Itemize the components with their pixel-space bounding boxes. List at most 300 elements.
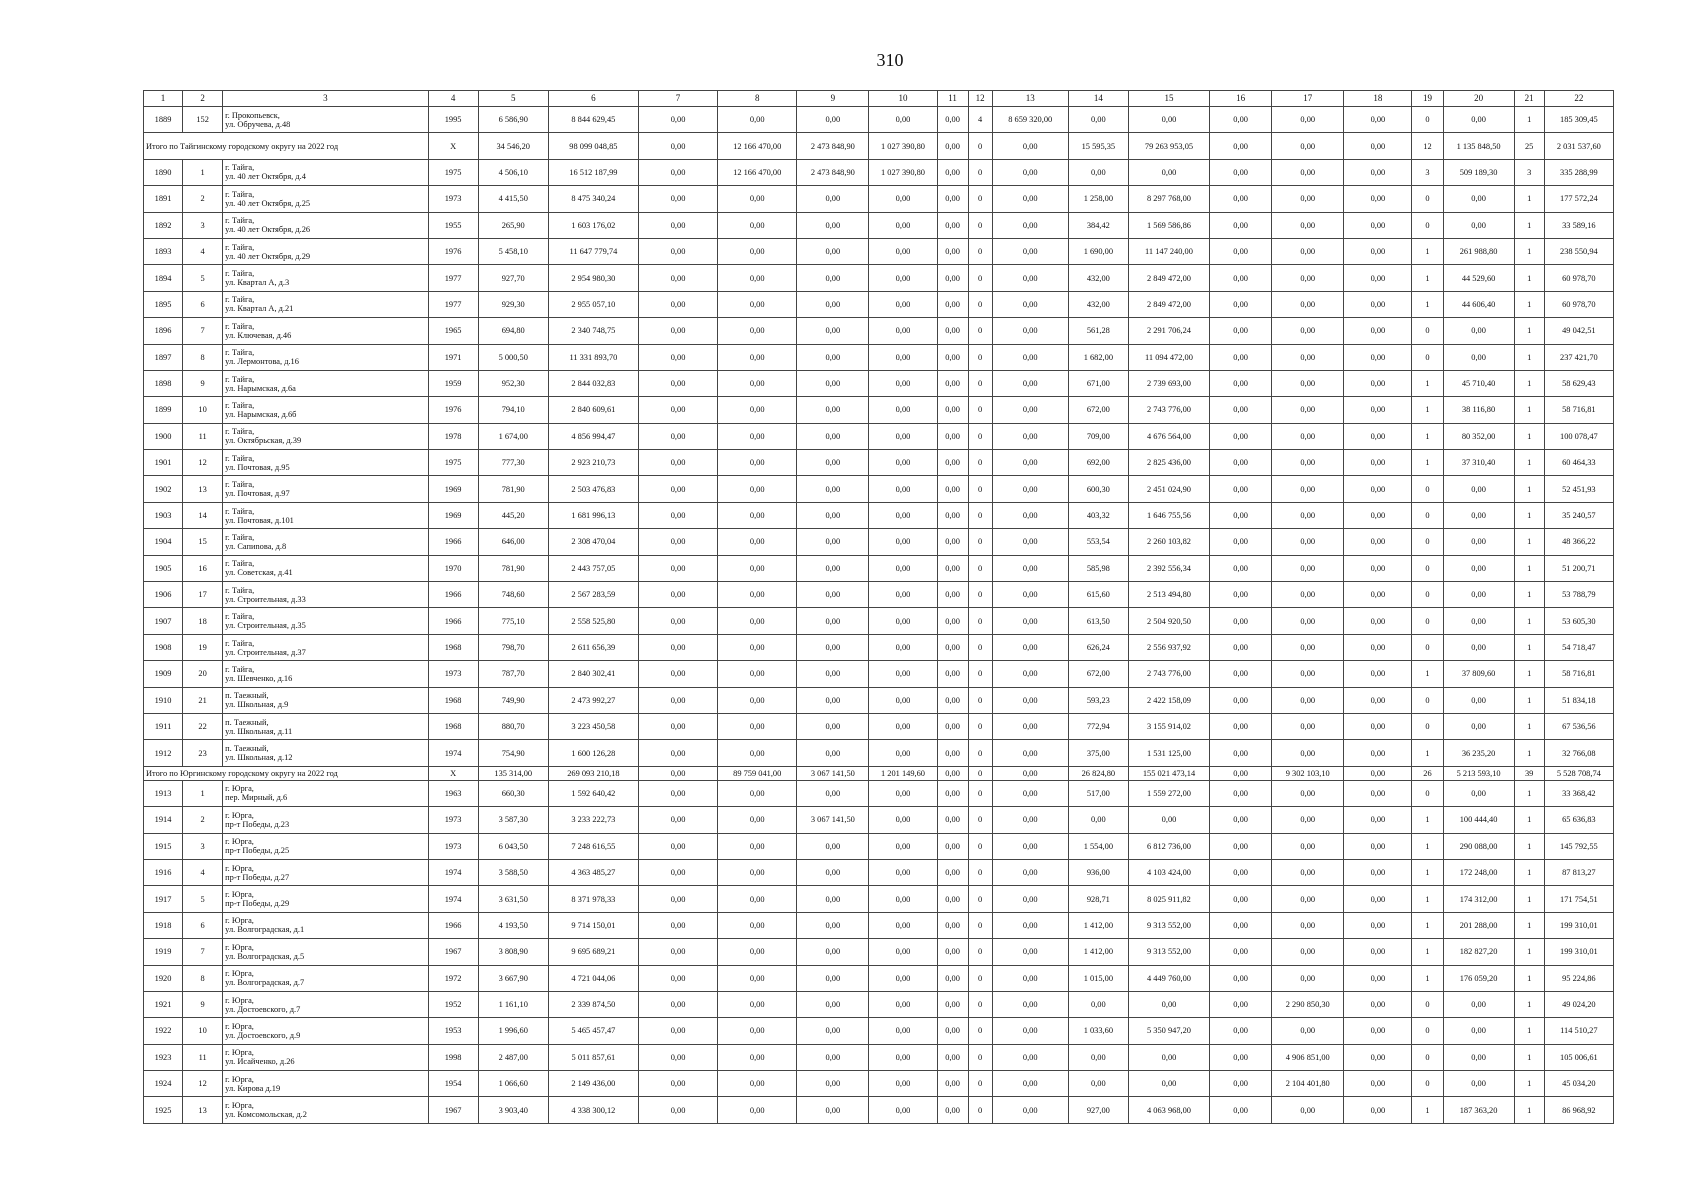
table-cell: 0,00 — [937, 766, 968, 780]
table-cell: 0,00 — [1210, 186, 1272, 212]
table-cell: 0,00 — [869, 859, 937, 885]
table-cell: 18 — [183, 608, 223, 634]
table-cell: 1972 — [428, 965, 478, 991]
table-cell: 445,20 — [478, 502, 548, 528]
table-cell: 0,00 — [992, 344, 1068, 370]
table-cell: 0,00 — [1344, 582, 1412, 608]
table-cell: 0 — [968, 502, 992, 528]
table-cell: 4 415,50 — [478, 186, 548, 212]
table-cell: 0,00 — [992, 238, 1068, 264]
table-cell: 1919 — [144, 939, 183, 965]
table-cell: 0,00 — [1443, 1018, 1514, 1044]
table-cell: 749,90 — [478, 687, 548, 713]
table-cell: 89 759 041,00 — [718, 766, 797, 780]
table-cell: 4 — [183, 238, 223, 264]
table-cell: 0,00 — [797, 107, 869, 133]
table-cell: 0 — [1412, 713, 1443, 739]
table-cell: 1 569 586,86 — [1128, 212, 1209, 238]
table-row — [144, 859, 1614, 885]
table-cell: 105 006,61 — [1544, 1044, 1613, 1070]
table-cell: 0,00 — [1068, 159, 1128, 185]
table-cell: 787,70 — [478, 661, 548, 687]
table-cell: 1 — [1514, 238, 1544, 264]
table-cell: 0 — [968, 133, 992, 159]
table-cell: 1925 — [144, 1097, 183, 1123]
table-cell: 0,00 — [937, 912, 968, 938]
table-cell: 0,00 — [638, 1071, 717, 1097]
table-cell: 4 721 044,06 — [548, 965, 638, 991]
table-cell: г. Юрга, пр-т Победы, д.25 — [223, 833, 428, 859]
table-cell: 0,00 — [937, 502, 968, 528]
table-cell: 2 513 494,80 — [1128, 582, 1209, 608]
table-cell: 21 — [183, 687, 223, 713]
table-cell: 1995 — [428, 107, 478, 133]
table-cell: 0,00 — [718, 1097, 797, 1123]
table-cell: 0,00 — [1344, 661, 1412, 687]
table-cell: 1 — [1412, 1097, 1443, 1123]
table-cell: 509 189,30 — [1443, 159, 1514, 185]
table-cell: 53 788,79 — [1544, 582, 1613, 608]
table-cell: 0,00 — [992, 833, 1068, 859]
table-cell: 0,00 — [1344, 1097, 1412, 1123]
table-cell: 0,00 — [1210, 476, 1272, 502]
table-cell: 1 996,60 — [478, 1018, 548, 1044]
table-cell: 936,00 — [1068, 859, 1128, 885]
table-cell: г. Юрга, ул. Волгоградская, д.7 — [223, 965, 428, 991]
table-cell: 0,00 — [1210, 370, 1272, 396]
table-cell: 37 310,40 — [1443, 450, 1514, 476]
table-cell: 0,00 — [1272, 807, 1344, 833]
table-cell: 2 849 472,00 — [1128, 291, 1209, 317]
table-cell: 1 066,60 — [478, 1071, 548, 1097]
table-cell: 7 248 616,55 — [548, 833, 638, 859]
table-cell: 8 297 768,00 — [1128, 186, 1209, 212]
table-cell: 11 — [183, 1044, 223, 1070]
table-cell: 8 — [183, 344, 223, 370]
table-cell: 48 366,22 — [1544, 529, 1613, 555]
table-row — [144, 1097, 1614, 1123]
table-cell: 626,24 — [1068, 634, 1128, 660]
table-cell: 0,00 — [992, 529, 1068, 555]
table-cell: 1916 — [144, 859, 183, 885]
table-cell: 1 — [183, 780, 223, 806]
table-cell: 1 — [1514, 555, 1544, 581]
table-cell: 1955 — [428, 212, 478, 238]
table-cell: 517,00 — [1068, 780, 1128, 806]
table-cell: 4 363 485,27 — [548, 859, 638, 885]
table-cell: 1912 — [144, 740, 183, 766]
table-cell: г. Юрга, ул. Достоевского, д.9 — [223, 1018, 428, 1044]
table-cell: 1 027 390,80 — [869, 159, 937, 185]
table-cell: 0,00 — [1210, 265, 1272, 291]
table-cell: 23 — [183, 740, 223, 766]
table-cell: 44 606,40 — [1443, 291, 1514, 317]
table-cell: 171 754,51 — [1544, 886, 1613, 912]
table-cell: 1902 — [144, 476, 183, 502]
table-cell: 1 681 996,13 — [548, 502, 638, 528]
table-row — [144, 1018, 1614, 1044]
table-cell: 0,00 — [718, 740, 797, 766]
table-cell: 0 — [968, 780, 992, 806]
table-row — [144, 212, 1614, 238]
table-cell: 0,00 — [1344, 265, 1412, 291]
table-cell: 0,00 — [937, 318, 968, 344]
table-cell: 0 — [968, 186, 992, 212]
table-cell: 403,32 — [1068, 502, 1128, 528]
table-cell: 87 813,27 — [1544, 859, 1613, 885]
table-cell: 1966 — [428, 582, 478, 608]
table-cell: 0,00 — [797, 529, 869, 555]
table-cell: 33 589,16 — [1544, 212, 1613, 238]
table-cell: 60 978,70 — [1544, 265, 1613, 291]
table-cell: 2 743 776,00 — [1128, 661, 1209, 687]
table-cell: 1917 — [144, 886, 183, 912]
table-cell: 0,00 — [638, 555, 717, 581]
table-cell: 1968 — [428, 713, 478, 739]
table-cell: г. Тайга, ул. Октябрьская, д.39 — [223, 423, 428, 449]
table-cell: 0,00 — [992, 1018, 1068, 1044]
table-cell: 0,00 — [797, 886, 869, 912]
table-row — [144, 238, 1614, 264]
table-cell: 1915 — [144, 833, 183, 859]
table-cell: 0,00 — [797, 661, 869, 687]
table-cell: 12 166 470,00 — [718, 133, 797, 159]
table-cell: 0,00 — [869, 634, 937, 660]
table-cell: 0,00 — [1443, 186, 1514, 212]
table-cell: 0,00 — [718, 582, 797, 608]
table-cell: 1 258,00 — [1068, 186, 1128, 212]
table-cell: 0 — [968, 1044, 992, 1070]
table-cell: 0,00 — [1210, 1018, 1272, 1044]
table-cell: 0,00 — [1210, 780, 1272, 806]
table-cell: 4 506,10 — [478, 159, 548, 185]
table-cell: 0,00 — [1272, 397, 1344, 423]
table-cell: 2 504 920,50 — [1128, 608, 1209, 634]
table-cell: 0,00 — [638, 886, 717, 912]
table-cell: 0,00 — [638, 965, 717, 991]
table-cell: 1973 — [428, 807, 478, 833]
table-cell: 1 — [1514, 833, 1544, 859]
table-cell: 0,00 — [1344, 159, 1412, 185]
column-header: 2 — [183, 91, 223, 107]
table-cell: 0,00 — [1272, 912, 1344, 938]
table-row — [144, 608, 1614, 634]
table-cell: 0,00 — [992, 370, 1068, 396]
table-cell: г. Прокопьевск, ул. Обручева, д.48 — [223, 107, 428, 133]
table-cell: 0,00 — [937, 1071, 968, 1097]
table-cell: 929,30 — [478, 291, 548, 317]
table-cell: 0 — [1412, 1044, 1443, 1070]
table-cell: 0,00 — [869, 318, 937, 344]
table-cell: 6 586,90 — [478, 107, 548, 133]
table-cell: 1 — [1412, 912, 1443, 938]
table-cell: 4 — [968, 107, 992, 133]
table-cell: 37 809,60 — [1443, 661, 1514, 687]
table-cell: 0,00 — [869, 370, 937, 396]
table-cell: 1 — [1514, 291, 1544, 317]
table-cell: 1890 — [144, 159, 183, 185]
table-cell: 5 465 457,47 — [548, 1018, 638, 1044]
table-cell: 49 042,51 — [1544, 318, 1613, 344]
table-cell: 2 739 693,00 — [1128, 370, 1209, 396]
table-cell: 34 546,20 — [478, 133, 548, 159]
table-cell: 0 — [1412, 991, 1443, 1017]
table-cell: 0,00 — [718, 939, 797, 965]
table-cell: 0,00 — [797, 502, 869, 528]
table-cell: 335 288,99 — [1544, 159, 1613, 185]
table-cell: 672,00 — [1068, 397, 1128, 423]
table-cell: 187 363,20 — [1443, 1097, 1514, 1123]
table-cell: 5 458,10 — [478, 238, 548, 264]
table-row — [144, 807, 1614, 833]
table-cell: 0,00 — [797, 1044, 869, 1070]
table-cell: 3 808,90 — [478, 939, 548, 965]
table-cell: 0,00 — [1344, 502, 1412, 528]
table-cell: 0 — [968, 833, 992, 859]
table-cell: 0,00 — [718, 423, 797, 449]
table-cell: 0,00 — [1210, 159, 1272, 185]
table-cell: 748,60 — [478, 582, 548, 608]
table-cell: 0,00 — [992, 133, 1068, 159]
table-cell: 1 135 848,50 — [1443, 133, 1514, 159]
table-cell: 2 443 757,05 — [548, 555, 638, 581]
table-cell: 14 — [183, 502, 223, 528]
table-cell: 0,00 — [1272, 291, 1344, 317]
column-header: 15 — [1128, 91, 1209, 107]
table-cell: 1 — [1514, 965, 1544, 991]
table-cell: 0,00 — [1210, 423, 1272, 449]
table-cell: 0,00 — [718, 661, 797, 687]
table-cell: 3 903,40 — [478, 1097, 548, 1123]
table-cell: 0,00 — [992, 965, 1068, 991]
table-cell: 0,00 — [1068, 1071, 1128, 1097]
table-cell: 0,00 — [1344, 886, 1412, 912]
table-cell: 0,00 — [869, 476, 937, 502]
table-cell: 199 310,01 — [1544, 912, 1613, 938]
table-cell: 0,00 — [638, 740, 717, 766]
column-header: 9 — [797, 91, 869, 107]
table-cell: 1970 — [428, 555, 478, 581]
table-cell: 781,90 — [478, 476, 548, 502]
table-cell: 1 — [1514, 450, 1544, 476]
table-cell: 692,00 — [1068, 450, 1128, 476]
table-cell: 0 — [1412, 529, 1443, 555]
table-cell: 798,70 — [478, 634, 548, 660]
table-cell: 0,00 — [638, 133, 717, 159]
table-cell: X — [428, 766, 478, 780]
column-header: 14 — [1068, 91, 1128, 107]
table-cell: 17 — [183, 582, 223, 608]
table-cell: 0,00 — [1344, 1018, 1412, 1044]
table-cell: 58 629,43 — [1544, 370, 1613, 396]
table-cell: 3 233 222,73 — [548, 807, 638, 833]
table-row — [144, 912, 1614, 938]
table-row — [144, 450, 1614, 476]
table-cell: 1 — [1412, 661, 1443, 687]
table-cell: 2 290 850,30 — [1272, 991, 1344, 1017]
table-cell: 0,00 — [797, 713, 869, 739]
table-cell: 0,00 — [638, 766, 717, 780]
table-cell: 1967 — [428, 939, 478, 965]
table-cell: 1975 — [428, 159, 478, 185]
subtotal-label: Итого по Юргинскому городскому округу на 2022 год — [144, 766, 429, 780]
table-cell: 0,00 — [869, 912, 937, 938]
table-cell: 0,00 — [638, 502, 717, 528]
table-cell: 0 — [968, 608, 992, 634]
table-cell: 0,00 — [1272, 212, 1344, 238]
table-cell: 11 094 472,00 — [1128, 344, 1209, 370]
table-cell: 0,00 — [869, 502, 937, 528]
table-cell: 0,00 — [1272, 502, 1344, 528]
table-cell: 0,00 — [937, 450, 968, 476]
table-cell: 0,00 — [1128, 159, 1209, 185]
table-cell: 1 — [1412, 265, 1443, 291]
table-cell: 0,00 — [797, 965, 869, 991]
table-cell: 4 449 760,00 — [1128, 965, 1209, 991]
table-row — [144, 582, 1614, 608]
table-cell: 1966 — [428, 608, 478, 634]
table-cell: 1 — [1514, 370, 1544, 396]
table-cell: г. Юрга, ул. Волгоградская, д.1 — [223, 912, 428, 938]
table-cell: 26 — [1412, 766, 1443, 780]
table-cell: 0,00 — [797, 740, 869, 766]
table-cell: 1976 — [428, 397, 478, 423]
table-cell: 0,00 — [937, 265, 968, 291]
table-cell: 8 659 320,00 — [992, 107, 1068, 133]
table-cell: 0,00 — [1344, 912, 1412, 938]
table-cell: 2 031 537,60 — [1544, 133, 1613, 159]
table-cell: 182 827,20 — [1443, 939, 1514, 965]
table-cell: 51 200,71 — [1544, 555, 1613, 581]
table-cell: 0,00 — [718, 713, 797, 739]
table-cell: 0,00 — [869, 397, 937, 423]
table-cell: 0,00 — [638, 859, 717, 885]
table-cell: 0,00 — [992, 476, 1068, 502]
table-cell: 0 — [968, 1097, 992, 1123]
table-cell: 0,00 — [992, 582, 1068, 608]
table-cell: 10 — [183, 1018, 223, 1044]
table-row — [144, 370, 1614, 396]
table-cell: 1 — [1514, 265, 1544, 291]
table-cell: 0 — [968, 991, 992, 1017]
table-cell: 0,00 — [638, 780, 717, 806]
table-cell: 52 451,93 — [1544, 476, 1613, 502]
table-cell: 0,00 — [937, 807, 968, 833]
table-cell: 1894 — [144, 265, 183, 291]
table-cell: 1 — [1412, 238, 1443, 264]
table-cell: 0,00 — [797, 939, 869, 965]
table-cell: 0,00 — [992, 318, 1068, 344]
table-row — [144, 107, 1614, 133]
table-cell: 0 — [1412, 318, 1443, 344]
table-cell: 1 — [1412, 886, 1443, 912]
table-cell: 0,00 — [992, 807, 1068, 833]
table-cell: 0,00 — [1068, 107, 1128, 133]
table-cell: 2 308 470,04 — [548, 529, 638, 555]
table-cell: 1 — [1514, 634, 1544, 660]
table-cell: 0,00 — [1443, 212, 1514, 238]
table-cell: 11 647 779,74 — [548, 238, 638, 264]
table-cell: 2 — [183, 807, 223, 833]
table-cell: 0,00 — [718, 186, 797, 212]
table-cell: 1954 — [428, 1071, 478, 1097]
table-cell: 1 — [1514, 423, 1544, 449]
table-cell: 1921 — [144, 991, 183, 1017]
table-cell: 100 444,40 — [1443, 807, 1514, 833]
table-cell: 1952 — [428, 991, 478, 1017]
table-cell: 0 — [1412, 634, 1443, 660]
table-cell: 0,00 — [937, 186, 968, 212]
table-cell: г. Юрга, ул. Исайченко, д.26 — [223, 1044, 428, 1070]
table-cell: 0,00 — [937, 423, 968, 449]
table-cell: 3 588,50 — [478, 859, 548, 885]
table-cell: 2 473 992,27 — [548, 687, 638, 713]
table-cell: 1913 — [144, 780, 183, 806]
table-cell: 0,00 — [992, 159, 1068, 185]
table-cell: 0,00 — [869, 265, 937, 291]
table-cell: 0,00 — [869, 291, 937, 317]
table-cell: 1 — [183, 159, 223, 185]
table-cell: 0,00 — [1210, 582, 1272, 608]
table-cell: 1 — [1514, 807, 1544, 833]
table-cell: 1 — [1412, 859, 1443, 885]
column-header: 16 — [1210, 91, 1272, 107]
table-cell: 0,00 — [869, 608, 937, 634]
table-cell: 0,00 — [869, 529, 937, 555]
table-cell: 0,00 — [718, 265, 797, 291]
table-cell: 9 302 103,10 — [1272, 766, 1344, 780]
table-cell: 1 — [1514, 344, 1544, 370]
table-cell: 0 — [968, 291, 992, 317]
table-cell: 0,00 — [869, 186, 937, 212]
table-cell: 0 — [1412, 212, 1443, 238]
table-cell: 775,10 — [478, 608, 548, 634]
table-cell: 0,00 — [718, 608, 797, 634]
table-cell: 1 — [1514, 859, 1544, 885]
table-row — [144, 397, 1614, 423]
table-cell: 16 — [183, 555, 223, 581]
table-cell: 44 529,60 — [1443, 265, 1514, 291]
table-cell: 0,00 — [1210, 1044, 1272, 1070]
table-cell: 1 412,00 — [1068, 912, 1128, 938]
table-cell: 0,00 — [797, 687, 869, 713]
table-cell: 0,00 — [797, 582, 869, 608]
table-cell: 0,00 — [1272, 634, 1344, 660]
table-cell: 0,00 — [1272, 886, 1344, 912]
table-cell: г. Тайга, ул. 40 лет Октября, д.29 — [223, 238, 428, 264]
table-cell: 1897 — [144, 344, 183, 370]
table-cell: 1978 — [428, 423, 478, 449]
table-cell: г. Тайга, ул. Строительная, д.37 — [223, 634, 428, 660]
table-cell: 0,00 — [797, 318, 869, 344]
table-cell: 0 — [968, 661, 992, 687]
table-cell: 1 — [1412, 291, 1443, 317]
table-cell: 49 024,20 — [1544, 991, 1613, 1017]
table-cell: 0 — [1412, 107, 1443, 133]
table-cell: 1 674,00 — [478, 423, 548, 449]
table-cell: 0,00 — [1344, 291, 1412, 317]
table-cell: 0,00 — [992, 397, 1068, 423]
table-cell: 1 682,00 — [1068, 344, 1128, 370]
table-cell: 0,00 — [869, 107, 937, 133]
table-cell: 1920 — [144, 965, 183, 991]
table-cell: 1911 — [144, 713, 183, 739]
table-cell: 0,00 — [1272, 1097, 1344, 1123]
table-cell: 0,00 — [1210, 133, 1272, 159]
table-cell: 0,00 — [638, 912, 717, 938]
table-cell: 0,00 — [1344, 107, 1412, 133]
table-cell: 0,00 — [1272, 661, 1344, 687]
